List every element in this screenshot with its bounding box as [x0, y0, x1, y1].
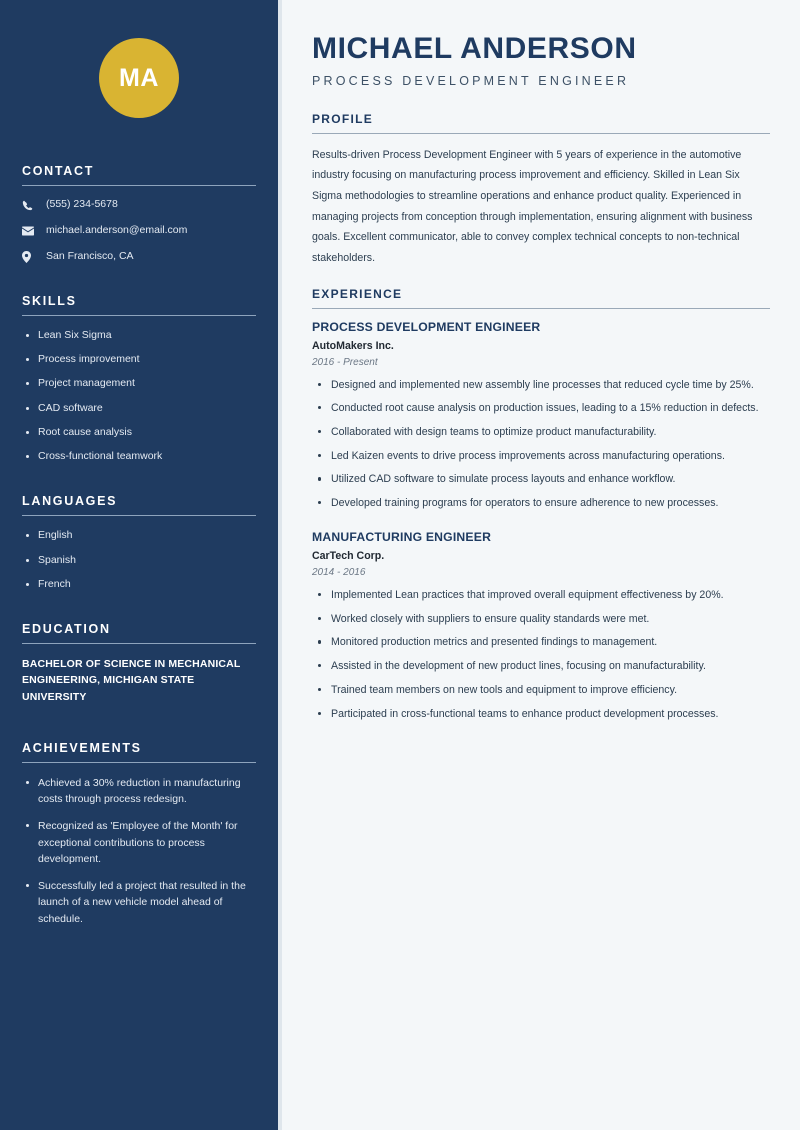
experience-job-title: MANUFACTURING ENGINEER	[312, 529, 492, 544]
contact-item-email	[22, 224, 256, 238]
contact-item-location	[22, 250, 256, 264]
contact-phone-value: (555) 234-5678	[46, 198, 118, 211]
skills-heading: SKILLS	[22, 294, 77, 308]
languages-list	[22, 528, 256, 592]
profile-text: Results-driven Process Development Engineer with 5 years of experience in the automotive industry focusing on manufacturing process improvement and efficiency. Skilled in Lean Six Sigma methodologies to streamline operations and enhance product quality. Experienced in managing projects from conception through implementation, ensuring alignment with business goals. Excellent communicator, able to convey complex technical concepts to non-technical stakeholders.	[312, 148, 753, 264]
list-item: Participated in cross-functional teams to enhance product development processes.	[312, 706, 770, 723]
list-item: Developed training programs for operators to ensure adherence to new processes.	[312, 495, 770, 512]
list-item: Collaborated with design teams to optimize product manufacturability.	[312, 424, 770, 441]
experience-job-title: PROCESS DEVELOPMENT ENGINEER	[312, 319, 541, 334]
achievements-section	[22, 741, 256, 927]
contact-divider	[22, 185, 256, 186]
list-item: Led Kaizen events to drive process improvements across manufacturing operations.	[312, 448, 770, 465]
envelope-icon	[22, 224, 42, 238]
education-entry: BACHELOR OF SCIENCE IN MECHANICAL ENGINEERING, MICHIGAN STATE UNIVERSITY	[22, 657, 241, 703]
main-content	[282, 0, 800, 1130]
list-item: Implemented Lean practices that improved overall equipment effectiveness by 20%.	[312, 587, 770, 604]
list-item: Cross-functional teamwork	[22, 449, 256, 464]
languages-divider	[22, 515, 256, 516]
experience-entry	[312, 530, 770, 722]
contact-section	[22, 164, 256, 264]
education-section	[22, 622, 256, 705]
list-item: Lean Six Sigma	[22, 328, 256, 343]
contact-item-phone	[22, 198, 256, 212]
list-item: Process improvement	[22, 352, 256, 367]
skills-section	[22, 294, 256, 464]
location-pin-icon	[22, 250, 42, 264]
avatar-container	[22, 0, 256, 164]
experience-dates: 2016 - Present	[312, 356, 378, 368]
sidebar	[0, 0, 278, 1130]
list-item: French	[22, 577, 256, 592]
profile-heading: PROFILE	[312, 111, 374, 126]
avatar-initials: MA	[99, 38, 179, 118]
list-item: Worked closely with suppliers to ensure quality standards were met.	[312, 611, 770, 628]
education-heading: EDUCATION	[22, 621, 111, 636]
list-item: Monitored production metrics and presented findings to management.	[312, 634, 770, 651]
page-title: MICHAEL ANDERSON	[312, 32, 637, 65]
profile-section	[312, 112, 770, 269]
list-item: Successfully led a project that resulted in the launch of a new vehicle model ahead of schedule.	[22, 878, 256, 927]
list-item: Utilized CAD software to simulate process layouts and enhance workflow.	[312, 471, 770, 488]
achievements-divider	[22, 762, 256, 763]
contact-email-value: michael.anderson@email.com	[46, 224, 188, 237]
experience-dates: 2014 - 2016	[312, 566, 366, 578]
skills-list	[22, 328, 256, 464]
contact-heading: CONTACT	[22, 164, 95, 178]
achievements-list	[22, 775, 256, 927]
languages-section	[22, 494, 256, 592]
list-item: Achieved a 30% reduction in manufacturing costs through process redesign.	[22, 775, 256, 808]
list-item: Assisted in the development of new product lines, focusing on manufacturability.	[312, 658, 770, 675]
job-subtitle: PROCESS DEVELOPMENT ENGINEER	[312, 73, 630, 88]
list-item: Spanish	[22, 553, 256, 568]
experience-entry	[312, 320, 770, 512]
achievements-heading: ACHIEVEMENTS	[22, 740, 142, 755]
experience-company: CarTech Corp.	[312, 549, 385, 562]
list-item: Root cause analysis	[22, 425, 256, 440]
list-item: Conducted root cause analysis on production issues, leading to a 15% reduction in defects.	[312, 400, 770, 417]
list-item: Project management	[22, 376, 256, 391]
list-item: Recognized as 'Employee of the Month' for exceptional contributions to process development.	[22, 818, 256, 867]
experience-heading: EXPERIENCE	[312, 286, 403, 301]
list-item: CAD software	[22, 401, 256, 416]
contact-location-value: San Francisco, CA	[46, 250, 134, 263]
education-divider	[22, 643, 256, 644]
list-item: Designed and implemented new assembly line processes that reduced cycle time by 25%.	[312, 377, 770, 394]
experience-bullet-list	[312, 377, 770, 512]
profile-divider	[312, 133, 770, 134]
contact-list	[22, 198, 256, 264]
skills-divider	[22, 315, 256, 316]
experience-bullet-list	[312, 587, 770, 722]
phone-icon	[22, 198, 42, 212]
list-item: Trained team members on new tools and equipment to improve efficiency.	[312, 682, 770, 699]
languages-heading: LANGUAGES	[22, 494, 118, 509]
experience-section	[312, 287, 770, 723]
experience-divider	[312, 308, 770, 309]
list-item: English	[22, 528, 256, 543]
experience-company: AutoMakers Inc.	[312, 339, 394, 352]
spacer	[312, 269, 770, 287]
